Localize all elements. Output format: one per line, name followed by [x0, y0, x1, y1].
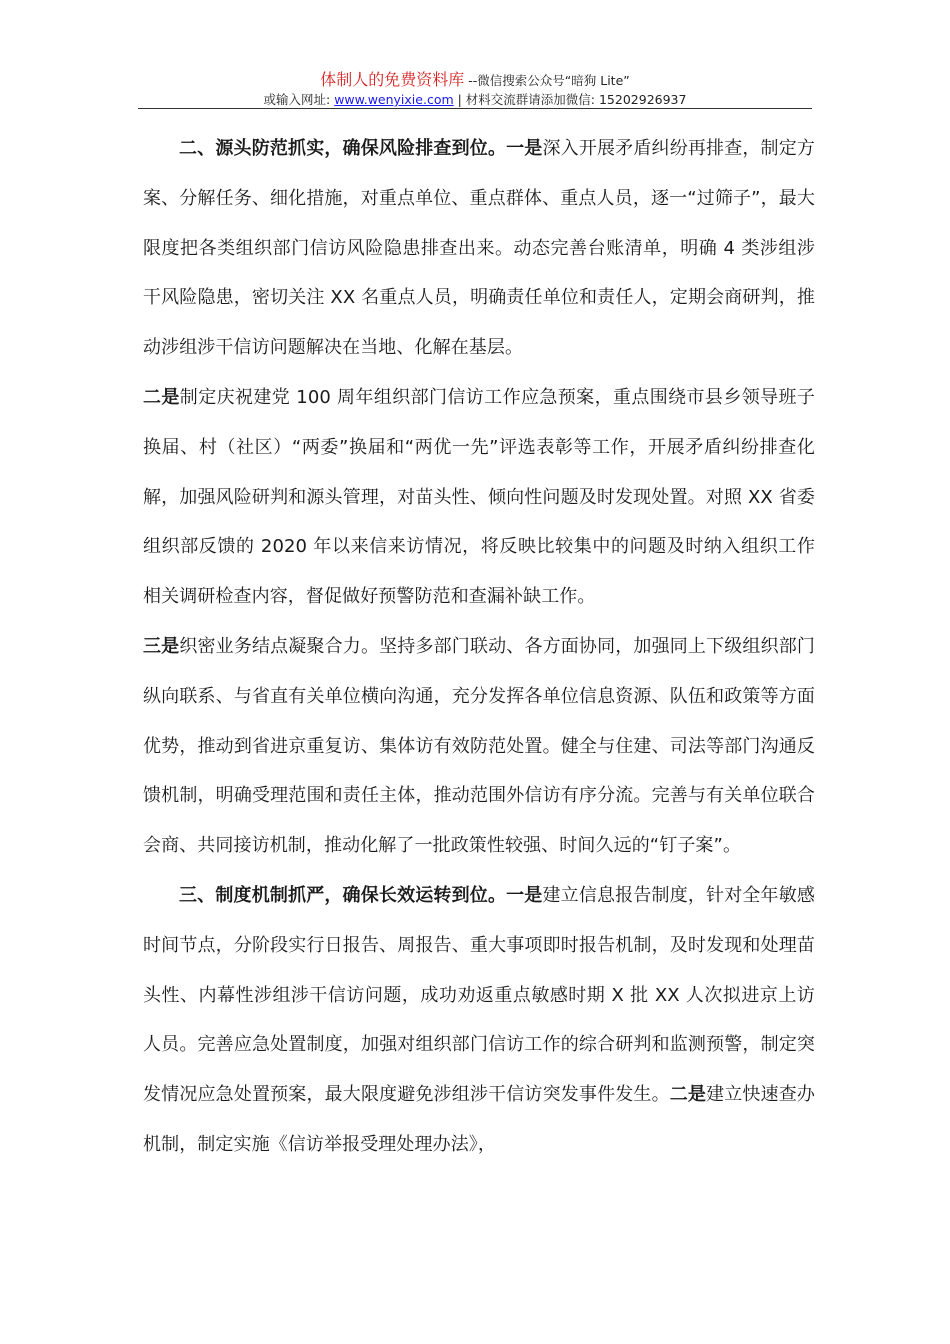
- section-3-paragraph-1: [143, 871, 815, 1170]
- header-contact: | 材料交流群请添加微信: 15202926937: [453, 92, 687, 107]
- section-2-label-3: 三是: [143, 635, 180, 657]
- header-brand: 体制人的免费资料库: [320, 70, 465, 89]
- section-2-paragraph-3: [143, 622, 815, 871]
- section-3-heading: 三、制度机制抓严，确保长效运转到位。: [179, 884, 507, 906]
- section-2-heading: 二、源头防范抓实，确保风险排查到位。: [179, 138, 507, 159]
- section-2-text-3: 织密业务结点凝聚合力。坚持多部门联动、各方面协同，加强同上下级组织部门纵向联系、与省直有关单位横向沟通，充分发挥各单位信息资源、队伍和政策等方面优势，推动到省进京重复访、集体访有效防范处置。健全与住建、司法等部门沟通反馈机制，明确受理范围和责任主体，推动范围外信访有序分流。完善与有关单位联合会商、共同接访机制，推动化解了一批政策性较强、时间久远的“钉子案”。: [143, 635, 815, 857]
- header-url-link[interactable]: www.wenyixie.com: [334, 92, 454, 107]
- header-divider: [138, 108, 812, 109]
- section-2-text-2: 制定庆祝建党 100 周年组织部门信访工作应急预案，重点围绕市县乡领导班子换届、村（社区）“两委”换届和“两优一先”评选表彰等工作，开展矛盾纠纷排查化解，加强风险研判和源头管理，对苗头性、倾向性问题及时发现处置。对照 XX 省委组织部反馈的 2020 年以来信来访情况，将反映比较集中的问题及时纳入组织工作相关调研检查内容，督促做好预警防范和查漏补缺工作。: [143, 386, 816, 608]
- header-tagline: --微信搜索公众号“暗狗 Lite”: [464, 73, 630, 88]
- document-body: [143, 124, 815, 1170]
- section-2-paragraph-2: [143, 373, 815, 622]
- section-2-text-1: 深入开展矛盾纠纷再排查，制定方案、分解任务、细化措施，对重点单位、重点群体、重点人员，逐一“过筛子”，最大限度把各类组织部门信访风险隐患排查出来。动态完善台账清单，明确 4 类涉组涉干风险隐患，密切关注 XX 名重点人员，明确责任单位和责任人，定期会商研判，推动涉组涉干信访问题解决在当地、化解在基层。: [143, 138, 816, 359]
- section-3-text-2: 建立快速查办机制，制定实施《信访举报受理处理办法》，: [143, 1084, 815, 1155]
- section-2-paragraph-1: [143, 124, 815, 373]
- section-2-label-2: 二是: [143, 386, 180, 408]
- page-header: [138, 70, 812, 109]
- section-2-label-1: 一是: [506, 138, 543, 159]
- section-3-label-1: 一是: [506, 884, 543, 906]
- header-url-prefix: 或输入网址:: [263, 92, 335, 107]
- section-3-text-1: 建立信息报告制度，针对全年敏感时间节点，分阶段实行日报告、周报告、重大事项即时报告机制，及时发现和处理苗头性、内幕性涉组涉干信访问题，成功劝返重点敏感时期 X 批 XX 人次拟进京上访人员。完善应急处置制度，加强对组织部门信访工作的综合研判和监测预警，制定突发情况应急处置预案，最大限度避免涉组涉干信访突发事件发生。: [143, 884, 816, 1106]
- section-3-label-2: 二是: [669, 1084, 707, 1106]
- header-line-1: [138, 70, 812, 91]
- header-line-2: [138, 91, 812, 109]
